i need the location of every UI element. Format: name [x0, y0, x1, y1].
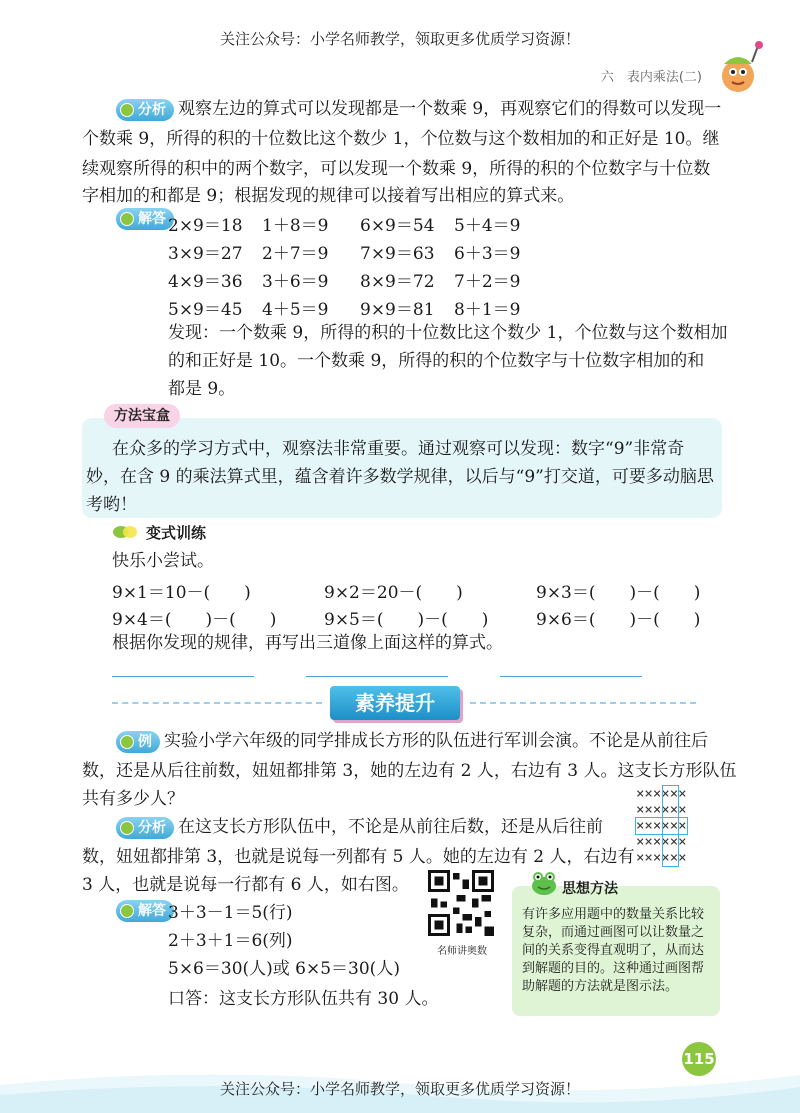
answer-tag: 解答	[116, 900, 174, 922]
answer-tag: 解答	[116, 208, 174, 230]
method-text-line: 在众多的学习方式中，观察法非常重要。通过观察可以发现：数字“9”非常奇	[112, 439, 685, 459]
answer-blank-line[interactable]	[500, 676, 642, 678]
variant-icon	[112, 525, 138, 539]
top-banner: 关注公众号：小学名师教学，领取更多优质学习资源！	[219, 30, 580, 48]
page-number: 115	[682, 1042, 716, 1076]
example-line: 共有多少人？	[82, 789, 184, 809]
method-text-line: 妙，在含 9 的乘法算式里，蕴含着许多数学规律，以后与“9”打交道，可要多动脑思	[86, 467, 714, 487]
section-divider	[470, 702, 696, 704]
section-title: 素养提升	[330, 686, 460, 720]
equation-row: 2×9＝18 1＋8＝9 6×9＝54 5＋4＝9	[168, 216, 521, 236]
running-head: 六 表内乘法(二)	[600, 70, 702, 85]
example-line: 数，还是从后往前数，妞妞都排第 3，她的左边有 2 人，右边有 3 人。这支长方形队伍	[82, 761, 737, 781]
analysis2-line: 数，妞妞都排第 3，也就是说每一列都有 5 人。她的左边有 2 人，右边有	[82, 847, 635, 867]
method-title: 方法宝盒	[104, 404, 180, 428]
method-text-line: 考哟！	[86, 495, 137, 515]
analysis2-line: 3 人，也就是说每一行都有 6 人，如右图。	[82, 875, 409, 895]
exercise-row: 9×1＝10－( ) 9×2＝20－( ) 9×3＝( )－( )	[112, 583, 701, 603]
analysis-paragraph-line: 字相加的和都是 9；根据发现的规律可以接着写出相应的算式来。	[82, 186, 575, 206]
equation-row: 5×9＝45 4＋5＝9 9×9＝81 8＋1＝9	[168, 300, 521, 320]
equation-row: 4×9＝36 3＋6＝9 8×9＝72 7＋2＝9	[168, 272, 521, 292]
equation-row: 3×9＝27 2＋7＝9 7×9＝63 6＋3＝9	[168, 244, 521, 264]
variant-title: 变式训练	[146, 524, 207, 542]
answer2-line: 口答：这支长方形队伍共有 30 人。	[168, 989, 439, 1009]
analysis-tag: 分析	[116, 99, 174, 121]
exercise-row: 9×4＝( )－( ) 9×5＝( )－( ) 9×6＝( )－( )	[112, 610, 701, 630]
section-divider	[112, 702, 322, 704]
qr-code-icon[interactable]	[428, 870, 494, 936]
thinking-body: 有许多应用题中的数量关系比较复杂，而通过画图可以让数量之间的关系变得直观明了，从而达到解题的目的。这种通过画图帮助解题的方法就是图示法。	[522, 907, 705, 994]
variant-task: 根据你发现的规律，再写出三道像上面这样的算式。	[112, 633, 503, 653]
grid-column-highlight	[663, 786, 678, 866]
analysis2-line: 分析 在这支长方形队伍中，不论是从前往后数，还是从后往前	[116, 812, 603, 842]
discovery-line: 都是 9。	[168, 379, 236, 399]
formation-grid: ×××××× ×××××× ×××××× ×××××× ××××××	[636, 786, 687, 866]
answer2-line: 2＋3＋1＝6(列)	[168, 931, 293, 951]
answer-blank-line[interactable]	[112, 676, 254, 678]
bottom-banner: 关注公众号：小学名师教学，领取更多优质学习资源！	[219, 1080, 580, 1098]
qr-caption: 名师讲奥数	[437, 946, 487, 957]
frog-icon	[530, 870, 558, 896]
mascot-icon	[718, 40, 764, 96]
example-tag: 例	[116, 731, 160, 753]
answer-blank-line[interactable]	[306, 676, 448, 678]
example-line: 例 实验小学六年级的同学排成长方形的队伍进行军训会演。不论是从前往后	[116, 726, 708, 756]
analysis-paragraph-line: 分析 观察左边的算式可以发现都是一个数乘 9，再观察它们的得数可以发现一	[116, 94, 721, 124]
answer2-line: 3＋3－1＝5(行)	[168, 903, 293, 923]
analysis-paragraph-line: 续观察所得的积中的两个数字，可以发现一个数乘 9，所得的积的个位数字与十位数	[82, 159, 711, 179]
discovery-line: 发现：一个数乘 9，所得的积的十位数比这个数少 1，个位数与这个数相加	[168, 323, 728, 343]
analysis-tag: 分析	[116, 817, 174, 839]
variant-intro: 快乐小尝试。	[112, 551, 214, 571]
discovery-line: 的和正好是 10。一个数乘 9，所得的积的个位数字与十位数字相加的和	[168, 351, 705, 371]
thinking-title: 思想方法	[562, 881, 618, 897]
analysis-paragraph-line: 个数乘 9，所得的积的十位数比这个数少 1，个位数与这个数相加的和正好是 10。继	[82, 129, 720, 149]
answer2-line: 5×6＝30(人)或 6×5＝30(人)	[168, 959, 400, 979]
